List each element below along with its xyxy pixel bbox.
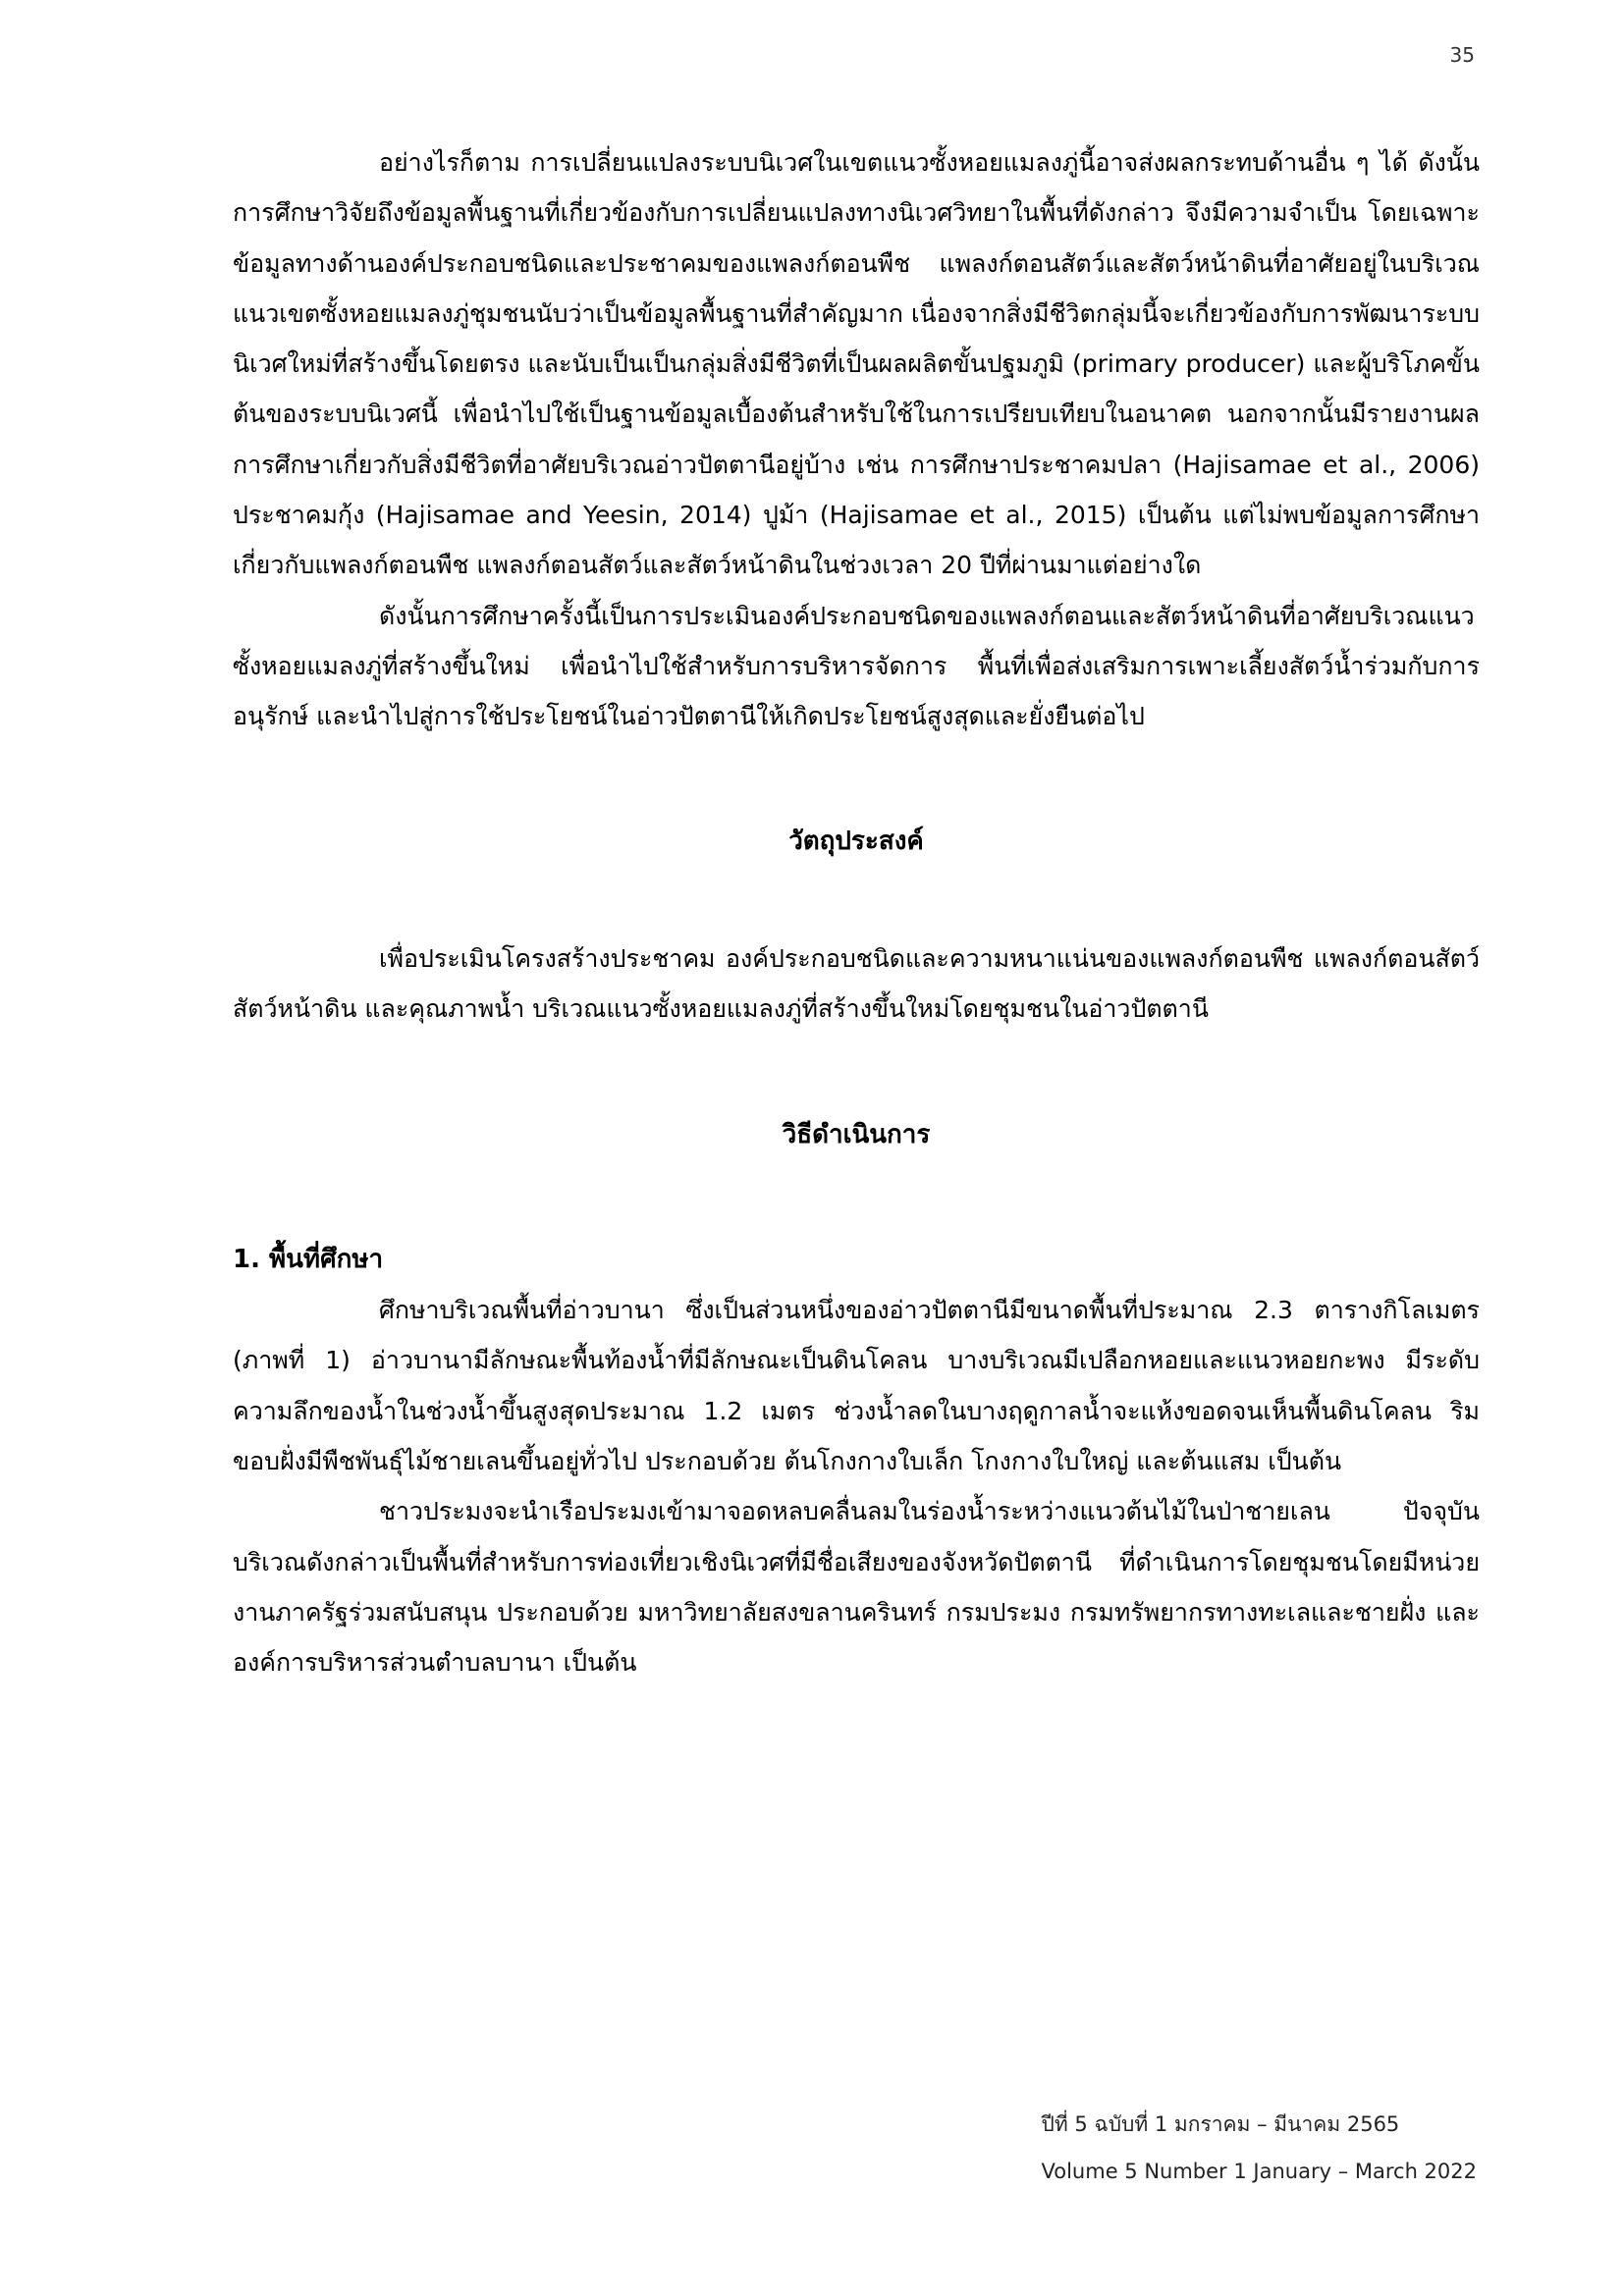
subheading-study-area: 1. พื้นที่ศึกษา [233,1245,384,1275]
paragraph-intro-2: ดังนั้นการศึกษาครั้งนี้เป็นการประเมินองค์ประกอบชนิดของแพลงก์ตอนและสัตว์หน้าดินที่อาศัยบริเวณแนวซั้งหอยแมลงภู่ที่สร้างขึ้นใหม่ เพื่อนำไปใช้สำหรับการบริหารจัดการ พื้นที่เพื่อส่งเสริมการเพาะเลี้ยงสัตว์น้ำร่วมกับการอนุรักษ์ และนำไปสู่การใช้ประโยชน์ในอ่าวปัตตานีให้เกิดประโยชน์สูงสุดและยั่งยืนต่อไป [233,601,1480,731]
paragraph-intro-1: อย่างไรก็ตาม การเปลี่ยนแปลงระบบนิเวศในเขตแนวซั้งหอยแมลงภู่นี้อาจส่งผลกระทบด้านอื่น ๆ ได้ ดังนั้นการศึกษาวิจัยถึงข้อมูลพื้นฐานที่เกี่ยวข้องกับการเปลี่ยนแปลงทางนิเวศวิทยาในพื้นที่ดังกล่าว จึงมีความจำเป็น โดยเฉพาะข้อมูลทางด้านองค์ประกอบชนิดและประชาคมของแพลงก์ตอนพืช แพลงก์ตอนสัตว์และสัตว์หน้าดินที่อาศัยอยู่ในบริเวณแนวเขตซั้งหอยแมลงภู่ชุมชนนับว่าเป็นข้อมูลพื้นฐานที่สำคัญมาก เนื่องจากสิ่งมีชีวิตกลุ่มนี้จะเกี่ยวข้องกับการพัฒนาระบบนิเวศใหม่ที่สร้างขึ้นโดยตรง และนับเป็นเป็นกลุ่มสิ่งมีชีวิตที่เป็นผลผลิตขั้นปฐมภูมิ (primary producer) และผู้บริโภคขั้นต้นของระบบนิเวศนี้ เพื่อนำไปใช้เป็นฐานข้อมูลเบื้องต้นสำหรับใช้ในการเปรียบเทียบในอนาคต นอกจากนั้นมีรายงานผลการศึกษาเกี่ยวกับสิ่งมีชีวิตที่อาศัยบริเวณอ่าวปัตตานีอยู่บ้าง เช่น การศึกษาประชาคมปลา (Hajisamae et al., 2006) ประชาคมกุ้ง (Hajisamae and Yeesin, 2014) ปูม้า (Hajisamae et al., 2015) เป็นต้น แต่ไม่พบข้อมูลการศึกษาเกี่ยวกับแพลงก์ตอนพืช แพลงก์ตอนสัตว์และสัตว์หน้าดินในช่วงเวลา 20 ปีที่ผ่านมาแต่อย่างใด [233,148,1480,580]
heading-objectives: วัตถุประสงค์ [788,826,924,856]
paragraph-study-area-1: ศึกษาบริเวณพื้นที่อ่าวบานา ซึ่งเป็นส่วนหนึ่งของอ่าวปัตตานีมีขนาดพื้นที่ประมาณ 2.3 ตารางกิโลเมตร (ภาพที่ 1) อ่าวบานามีลักษณะพื้นท้องน้ำที่มีลักษณะเป็นดินโคลน บางบริเวณมีเปลือกหอยและแนวหอยกะพง มีระดับความลึกของน้ำในช่วงน้ำขึ้นสูงสุดประมาณ 1.2 เมตร ช่วงน้ำลดในบางฤดูกาลน้ำจะแห้งขอดจนเห็นพื้นดินโคลน ริมขอบฝั่งมีพืชพันธุ์ไม้ชายเลนขึ้นอยู่ทั่วไป ประกอบด้วย ต้นโกงกางใบเล็ก โกงกางใบใหญ่ และต้นแสม เป็นต้น [233,1296,1480,1476]
heading-methods: วิธีดำเนินการ [782,1120,931,1150]
footer-issue-english: Volume 5 Number 1 January – March 2022 [1041,2160,1477,2183]
page-number: 35 [1449,43,1475,67]
page-body [233,137,1480,1688]
journal-footer [1042,2101,1477,2195]
footer-issue-thai: ปีที่ 5 ฉบับที่ 1 มกราคม – มีนาคม 2565 [1041,2112,1400,2136]
paragraph-objectives: เพื่อประเมินโครงสร้างประชาคม องค์ประกอบชนิดและความหนาแน่นของแพลงก์ตอนพืช แพลงก์ตอนสัตว์ สัตว์หน้าดิน และคุณภาพน้ำ บริเวณแนวซั้งหอยแมลงภู่ที่สร้างขึ้นใหม่โดยชุมชนในอ่าวปัตตานี [233,943,1480,1023]
paragraph-study-area-2: ชาวประมงจะนำเรือประมงเข้ามาจอดหลบคลื่นลมในร่องน้ำระหว่างแนวต้นไม้ในป่าชายเลน ปัจจุบันบริเวณดังกล่าวเป็นพื้นที่สำหรับการท่องเที่ยวเชิงนิเวศที่มีชื่อเสียงของจังหวัดปัตตานี ที่ดำเนินการโดยชุมชนโดยมีหน่วยงานภาครัฐร่วมสนับสนุน ประกอบด้วย มหาวิทยาลัยสงขลานครินทร์ กรมประมง กรมทรัพยากรทางทะเลและชายฝั่ง และองค์การบริหารส่วนตำบลบานา เป็นต้น [233,1497,1480,1678]
